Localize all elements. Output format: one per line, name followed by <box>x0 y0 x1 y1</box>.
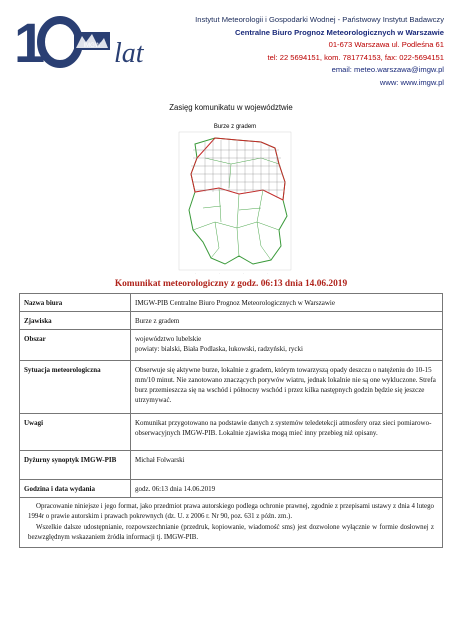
row-label: Obszar <box>20 330 131 361</box>
office-name: Centralne Biuro Prognoz Meteorologicznych w Warszawie <box>235 27 444 37</box>
area-voivodeship: województwo lubelskie <box>135 335 202 343</box>
copyright-notice <box>20 498 443 548</box>
row-value: IMGW-PIB Centralne Biuro Prognoz Meteorologicznych w Warszawie <box>131 294 443 312</box>
table-footer-row <box>20 498 443 548</box>
imgw-emblem-icon <box>74 32 110 50</box>
copyright-paragraph: Opracowanie niniejsze i jego format, jako przedmiot prawa autorskiego podlega ochronie prawnej, zgodnie z przepisami ustawy z dnia 4 lutego 1994r o prawie autorskim i prawach pokrewnych (dz. U. z 2006 r. Nr 90, poz. 631 z późn. zm.). <box>28 503 434 521</box>
row-value: godz. 06:13 dnia 14.06.2019 <box>131 480 443 498</box>
office-phone: tel: 22 5694151, kom. 781774153, fax: 022-5694151 <box>267 52 444 62</box>
table-row <box>20 330 443 361</box>
svg-text:.: . <box>219 271 220 275</box>
map-caption: Zasięg komunikatu w województwie <box>169 103 293 112</box>
row-value: Komunikat przygotowano na podstawie danych z systemów teledetekcji atmosfery oraz sieci pomiarowo-obserwacyjnych IMGW-PIB. Lokalnie zjawiska mogą mieć inny przebieg niż opisany. <box>131 414 443 451</box>
table-row <box>20 294 443 312</box>
svg-text:lat: lat <box>114 38 144 69</box>
row-value-area <box>131 330 443 361</box>
svg-text:.: . <box>267 271 268 275</box>
map-title: Burze z gradem <box>213 124 257 130</box>
row-label: Sytuacja meteorologiczna <box>20 361 131 414</box>
row-label: Nazwa biura <box>20 294 131 312</box>
row-label: Godzina i data wydania <box>20 480 131 498</box>
table-row <box>20 480 443 498</box>
row-label: Dyżurny synoptyk IMGW-PIB <box>20 451 131 480</box>
svg-text:IMGW: IMGW <box>83 43 101 49</box>
row-value: Michał Folwarski <box>131 451 443 480</box>
bulletin-table <box>19 293 443 548</box>
svg-text:.: . <box>243 271 244 275</box>
institute-header <box>150 14 444 90</box>
area-counties: powiaty: bialski, Biała Podlaska, łukowski, radzyński, rycki <box>135 345 303 353</box>
table-row <box>20 312 443 330</box>
table-row <box>20 414 443 451</box>
voivodeship-warning-map <box>175 118 295 276</box>
svg-text:.: . <box>195 271 196 275</box>
row-label: Zjawiska <box>20 312 131 330</box>
office-email: email: meteo.warszawa@imgw.pl <box>331 65 444 75</box>
redistribution-paragraph: Wszelkie dalsze udostępnianie, rozpowszechnianie (przedruk, kopiowanie, wiadomość sms) jest dozwolone wyłącznie w formie dosłownej z bezwzględnym wskazaniem źródła informacji tj. IMGW-PIB. <box>28 523 434 541</box>
row-label: Uwagi <box>20 414 131 451</box>
svg-text:1: 1 <box>14 11 42 72</box>
bulletin-title: Komunikat meteorologiczny z godz. 06:13 dnia 14.06.2019 <box>114 279 348 289</box>
office-address: 01-673 Warszawa ul. Podleśna 61 <box>328 40 444 50</box>
table-row <box>20 361 443 414</box>
table-row <box>20 451 443 480</box>
imgw-100-lat-logo <box>14 10 164 72</box>
institute-name: Instytut Meteorologii i Gospodarki Wodnej - Państwowy Instytut Badawczy <box>195 15 444 24</box>
row-value: Obserwuje się aktywne burze, lokalnie z gradem, którym towarzyszą opady deszczu o natężeniu do 10-15 mm/10 minut. Nie zanotowano znaczących porywów wiatru, jednak lokalnie nie są one wykluczone. Strefa burz przemieszcza się na wschód i północny wschód i przez kilka następnych godzin będzie się jeszcze utrzymywać. <box>131 361 443 414</box>
row-value: Burze z gradem <box>131 312 443 330</box>
office-www: www: www.imgw.pl <box>379 77 444 87</box>
